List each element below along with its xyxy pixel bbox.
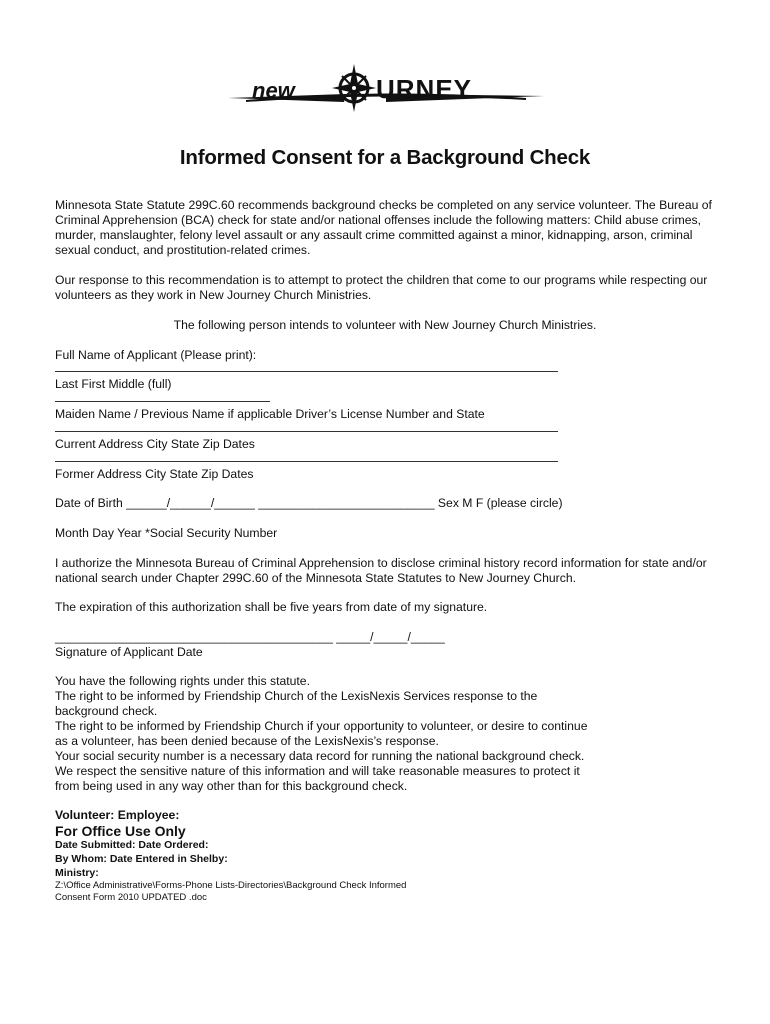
office-use-heading: For Office Use Only: [55, 823, 186, 839]
full-name-field-line: [55, 371, 558, 372]
intends-statement: The following person intends to volunteer with New Journey Church Ministries.: [173, 318, 597, 332]
intro-paragraph: Minnesota State Statute 299C.60 recommends background checks be completed on any service volunteer. The Bureau of Criminal Apprehension (BCA) check for state and/or national offenses include the following matters: Child abuse crimes, murder, manslaughter, felony level assault or any assault crime committed against a minor, kidnapping, arson, criminal sexual conduct, and prostitution-related crimes.: [55, 198, 712, 257]
signature-line: _________________________________________ _____/_____/_____: [55, 630, 445, 644]
date-submitted-label: Date Submitted: Date Ordered:: [55, 839, 209, 851]
maiden-name-field-line: [55, 401, 270, 402]
authorization-paragraph: I authorize the Minnesota Bureau of Criminal Apprehension to disclose criminal history record information for state and/or national search under Chapter 299C.60 of the Minnesota State Statutes to New Journey Church.: [55, 556, 707, 585]
svg-text:URNEY: URNEY: [376, 74, 473, 104]
rights-line: as a volunteer, has been denied because of the LexisNexis’s response.: [55, 734, 439, 748]
maiden-license-label: Maiden Name / Previous Name if applicable Driver’s License Number and State: [55, 407, 485, 421]
rights-line: The right to be informed by Friendship Church if your opportunity to volunteer, or desire to continue: [55, 719, 588, 733]
ministry-label: Ministry:: [55, 867, 99, 879]
date-of-birth-parts: Month Day Year *Social Security Number: [55, 526, 278, 540]
document-title: Informed Consent for a Background Check: [179, 146, 591, 169]
current-address-field-line: [55, 431, 558, 432]
rights-line: Your social security number is a necessary data record for running the national background check.: [55, 749, 585, 763]
date-of-birth-line: Date of Birth ______/______/______ __________________________ Sex M F (please circle): [55, 496, 563, 510]
volunteer-employee-label: Volunteer: Employee:: [55, 808, 180, 822]
by-whom-label: By Whom: Date Entered in Shelby:: [55, 853, 228, 865]
former-address-label: Former Address City State Zip Dates: [55, 467, 254, 481]
new-journey-logo: [226, 58, 546, 118]
current-address-label: Current Address City State Zip Dates: [55, 437, 255, 451]
signature-label: Signature of Applicant Date: [55, 645, 203, 659]
name-parts-label: Last First Middle (full): [55, 377, 172, 391]
rights-line: We respect the sensitive nature of this information and will take reasonable measures to protect it: [55, 764, 580, 778]
response-paragraph: Our response to this recommendation is to attempt to protect the children that come to our programs while respecting our volunteers as they work in New Journey Church Ministries.: [55, 273, 708, 302]
rights-line: You have the following rights under this statute.: [55, 674, 310, 688]
former-address-field-line: [55, 461, 558, 462]
rights-line: The right to be informed by Friendship Church of the LexisNexis Services response to the: [55, 689, 538, 703]
file-path: Z:\Office Administrative\Forms-Phone Lists-Directories\Background Check Informed: [55, 880, 407, 891]
rights-line: from being used in any way other than for this background check.: [55, 779, 408, 793]
rights-line: background check.: [55, 704, 158, 718]
expiration-statement: The expiration of this authorization shall be five years from date of my signature.: [55, 600, 488, 614]
file-name: Consent Form 2010 UPDATED .doc: [55, 892, 207, 903]
full-name-label: Full Name of Applicant (Please print):: [55, 348, 257, 362]
svg-text:new: new: [252, 78, 295, 103]
